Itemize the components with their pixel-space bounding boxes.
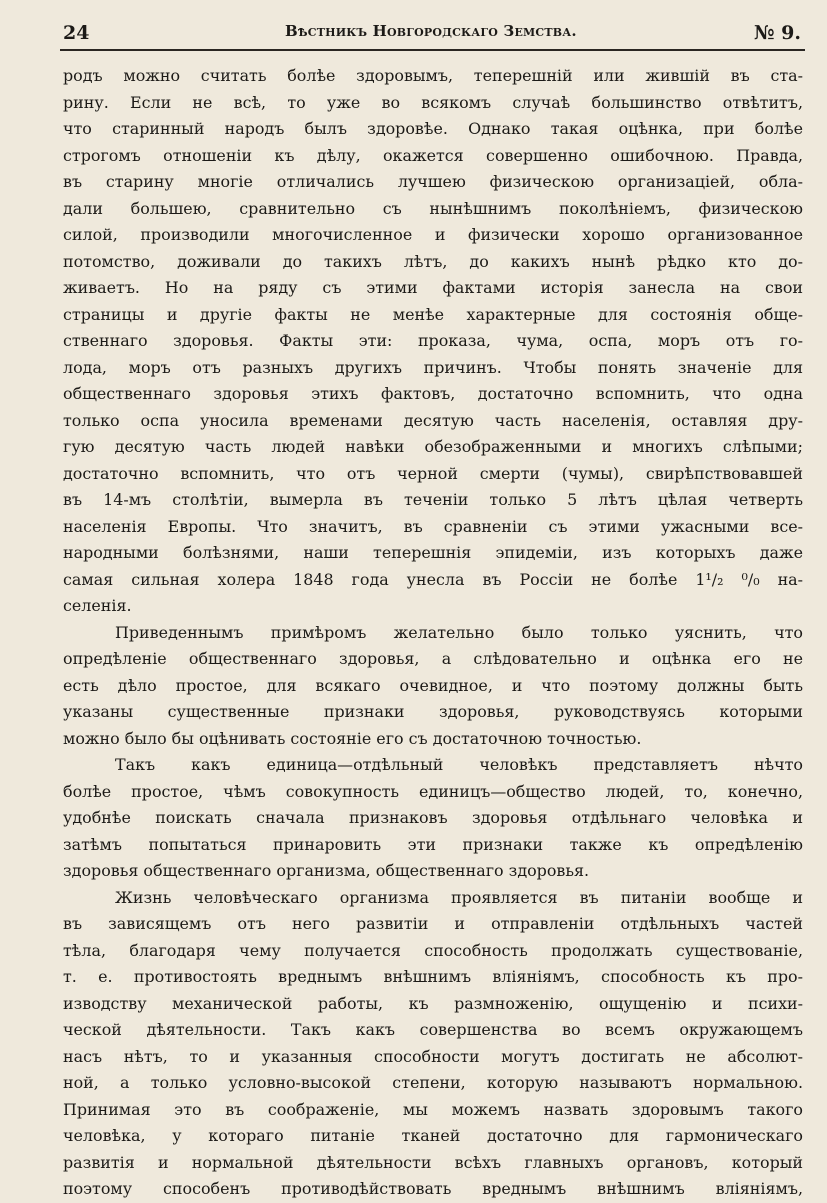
text-line: т. е. противостоять вреднымъ внѣшнимъ вліяніямъ, способность къ про- <box>63 967 803 986</box>
text-line: есть дѣло простое, для всякаго очевидное, и что поэтому должны быть <box>63 675 803 695</box>
text-line: живаетъ. Но на ряду съ этими фактами исторія занесла на свои <box>63 278 803 297</box>
text-line: селенія. <box>63 596 132 615</box>
text-line: ной, а только условно-высокой степени, которую называютъ нормальною. <box>63 1073 803 1092</box>
text-line: Такъ какъ единица—отдѣльный человѣкъ представляетъ нѣчто <box>115 755 803 774</box>
text-line: дали большею, сравнительно съ нынѣшнимъ поколѣніемъ, физическою <box>63 198 803 218</box>
text-line: въ старину многіе отличались лучшею физическою организаціей, обла- <box>63 172 803 191</box>
text-line: народными болѣзнями, наши теперешнія эпидеміи, изъ которыхъ даже <box>63 543 803 562</box>
body-text <box>63 63 803 1203</box>
text-line: опредѣленіе общественнаго здоровья, а слѣдовательно и оцѣнка его не <box>63 649 803 668</box>
text-line: лода, моръ отъ разныхъ другихъ причинъ. Чтобы понять значеніе для <box>63 357 803 377</box>
text-line: общественнаго здоровья этихъ фактовъ, достаточно вспомнить, что одна <box>63 384 803 403</box>
text-line: въ 14-мъ столѣтіи, вымерла въ теченіи только 5 лѣтъ цѣлая четверть <box>63 490 803 509</box>
text-line: строгомъ отношеніи къ дѣлу, окажется совершенно ошибочною. Правда, <box>63 145 803 165</box>
text-line: затѣмъ попытаться принаровить эти признаки также къ опредѣленію <box>63 834 803 854</box>
text-line: только оспа уносила временами десятую часть населенія, оставляя дру- <box>63 410 803 430</box>
text-line: ственнаго здоровья. Факты эти: проказа, чума, оспа, моръ отъ го- <box>63 331 803 350</box>
text-line: удобнѣе поискать сначала признаковъ здоровья отдѣльнаго человѣка и <box>63 808 803 827</box>
text-line: страницы и другіе факты не менѣе характерные для состоянія обще- <box>63 304 803 324</box>
text-line: насъ нѣтъ, то и указанныя способности могутъ достигать не абсолют- <box>63 1046 803 1066</box>
text-line: ческой дѣятельности. Такъ какъ совершенства во всемъ окружающемъ <box>63 1020 803 1039</box>
text-line: здоровья общественнаго организма, общественнаго здоровья. <box>63 861 590 880</box>
header-rule <box>60 49 805 51</box>
text-line: населенія Европы. Что значитъ, въ сравненіи съ этими ужасными все- <box>63 516 803 536</box>
text-line: человѣка, у котораго питаніе тканей достаточно для гармоническаго <box>63 1126 803 1145</box>
text-line: что старинный народъ былъ здоровѣе. Однако такая оцѣнка, при болѣе <box>63 119 803 138</box>
running-title: Вѣстникъ Новгородскаго Земства. <box>285 22 577 40</box>
text-line: можно было бы оцѣнивать состояніе его съ достаточною точностью. <box>63 728 642 748</box>
text-line: достаточно вспомнить, что отъ черной смерти (чумы), свирѣпствовавшей <box>63 463 803 483</box>
text-line: въ зависящемъ отъ него развитіи и отправленіи отдѣльныхъ частей <box>63 914 803 933</box>
text-line: указаны существенные признаки здоровья, руководствуясь которыми <box>63 702 803 721</box>
text-line: поэтому способенъ противодѣйствовать вреднымъ внѣшнимъ вліяніямъ, <box>63 1179 803 1198</box>
text-line: гую десятую часть людей навѣки обезображенными и многихъ слѣпыми; <box>63 437 803 456</box>
text-line: рину. Если не всѣ, то уже во всякомъ случаѣ большинство отвѣтитъ, <box>63 92 803 112</box>
text-line: Принимая это въ соображеніе, мы можемъ назвать здоровымъ такого <box>63 1099 803 1119</box>
text-line: самая сильная холера 1848 года унесла въ Россіи не болѣе 1¹/₂ ⁰/₀ на- <box>63 569 803 589</box>
text-line: развитія и нормальной дѣятельности всѣхъ главныхъ органовъ, который <box>63 1152 803 1172</box>
text-line: Жизнь человѣческаго организма проявляется въ питаніи вообще и <box>115 887 803 907</box>
text-line: силой, производили многочисленное и физически хорошо организованное <box>63 225 803 244</box>
page-number: 24 <box>63 22 90 44</box>
text-line: тѣла, благодаря чему получается способность продолжать существованіе, <box>63 940 803 960</box>
text-line: родъ можно считать болѣе здоровымъ, теперешній или жившій въ ста- <box>63 66 803 85</box>
page-header <box>63 22 803 52</box>
text-line: потомство, доживали до такихъ лѣтъ, до какихъ нынѣ рѣдко кто до- <box>63 251 803 271</box>
text-line: болѣе простое, чѣмъ совокупность единицъ—общество людей, то, конечно, <box>63 781 803 801</box>
issue-number: № 9. <box>753 22 801 44</box>
text-line: Приведеннымъ примѣромъ желательно было только уяснить, что <box>115 622 803 642</box>
text-line: изводству механической работы, къ размноженію, ощущенію и психи- <box>63 993 803 1013</box>
